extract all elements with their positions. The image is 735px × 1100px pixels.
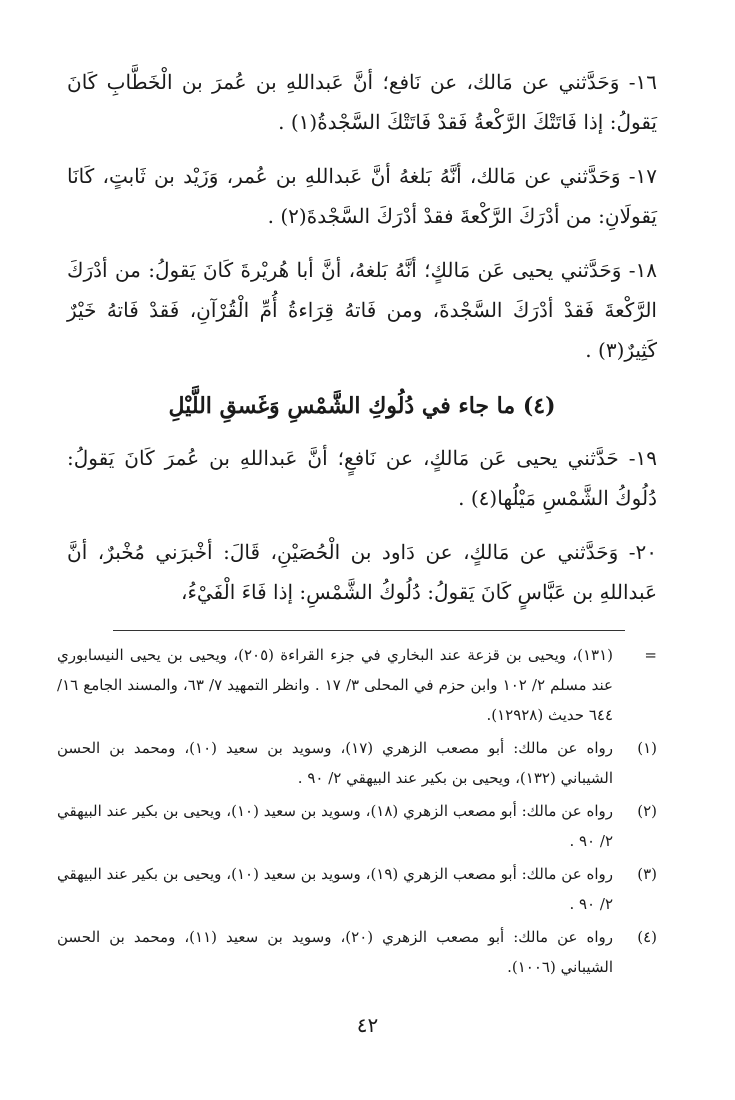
footnote-3 — [57, 859, 657, 919]
hadith-19: ١٩- حَدَّثني يحيى عَن مَالكٍ، عن نَافعٍ؛ أنَّ عَبداللهِ بن عُمرَ كَانَ يَقولُ: دُلُوكُ الشَّمْسِ مَيْلُها(٤) . — [67, 446, 657, 510]
footnote-4 — [57, 922, 657, 982]
hadith-16: ١٦- وَحَدَّثني عن مَالك، عن نَافع؛ أنَّ عَبداللهِ بن عُمرَ بن الْخَطَّابِ كَانَ يَقولُ: إذا فَاتَتْكَ الرَّكْعةُ فَقدْ فَاتَتْكَ السَّجْدةُ(١) . — [67, 70, 657, 134]
footnote-1 — [57, 733, 657, 793]
hadith-18: ١٨- وَحَدَّثني يحيى عَن مَالكٍ؛ أنَّهُ بَلغهُ، أنَّ أبا هُريْرةَ كَانَ يَقولُ: من أدْرَكَ الرَّكْعةَ فَقدْ أدْرَكَ السَّجْدةَ، ومن فَاتهُ قِرَاءةُ أُمِّ الْقُرْآنِ، فَقدْ فَاتهُ خَيْرٌ كَثِيرٌ(٣) . — [67, 258, 657, 362]
footnote-text: (١٣١)، ويحيى بن قزعة عند البخاري في جزء القراءة (٢٠٥)، ويحيى بن يحيى النيسابوري عند مسلم ٢/ ١٠٢ وابن حزم في المحلى ٣/ ١٧ . وانظر التمهيد ٧/ ٦٣، والمسند الجامع ١٦/ ٦٤٤ حديث (١٢٩٢٨). — [57, 646, 613, 724]
footnote-text: رواه عن مالك: أبو مصعب الزهري (١٧)، وسويد بن سعيد (١٠)، ومحمد بن الحسن الشيباني (١٣٢)، ويحيى بن بكير عند البيهقي ٢/ ٩٠ . — [57, 739, 613, 787]
footnote-text: رواه عن مالك: أبو مصعب الزهري (١٩)، وسويد بن سعيد (١٠)، ويحيى بن بكير عند البيهقي ٢/ ٩٠ . — [57, 865, 613, 913]
footnotes — [57, 640, 657, 985]
main-text — [67, 62, 657, 626]
chapter-heading: (٤) ما جاء في دُلُوكِ الشَّمْسِ وَغَسقِ اللَّيْلِ — [168, 393, 556, 419]
footnote-text: رواه عن مالك: أبو مصعب الزهري (٢٠)، وسويد بن سعيد (١١)، ومحمد بن الحسن الشيباني (١٠٠٦). — [57, 928, 613, 976]
footnote-mark: = — [644, 646, 657, 664]
footnote-mark: (١) — [637, 739, 657, 757]
footnote-mark: (٣) — [637, 865, 657, 883]
hadith-17: ١٧- وَحَدَّثني عن مَالك، أنَّهُ بَلغهُ أنَّ عَبداللهِ بن عُمر، وَزَيْد بن ثَابتٍ، كَانَا يَقولَانِ: من أدْرَكَ الرَّكْعةَ فقدْ أدْرَكَ السَّجْدةَ(٢) . — [67, 164, 657, 228]
hadith-20: ٢٠- وَحَدَّثني عن مَالكٍ، عن دَاود بن الْحُصَيْنِ، قَالَ: أخْبرَني مُخْبرٌ، أنَّ عَبداللهِ بن عَبَّاسٍ كَانَ يَقولُ: دُلُوكُ الشَّمْسِ: إذا فَاءَ الْفَيْءُ، — [67, 540, 657, 604]
footnote-2 — [57, 796, 657, 856]
footnote-divider — [113, 630, 625, 631]
footnote-mark: (٤) — [637, 928, 657, 946]
footnote-continued — [57, 640, 657, 730]
footnote-text: رواه عن مالك: أبو مصعب الزهري (١٨)، وسويد بن سعيد (١٠)، ويحيى بن بكير عند البيهقي ٢/ ٩٠ . — [57, 802, 613, 850]
footnote-mark: (٢) — [637, 802, 657, 820]
page-number: ٤٢ — [356, 1013, 379, 1037]
